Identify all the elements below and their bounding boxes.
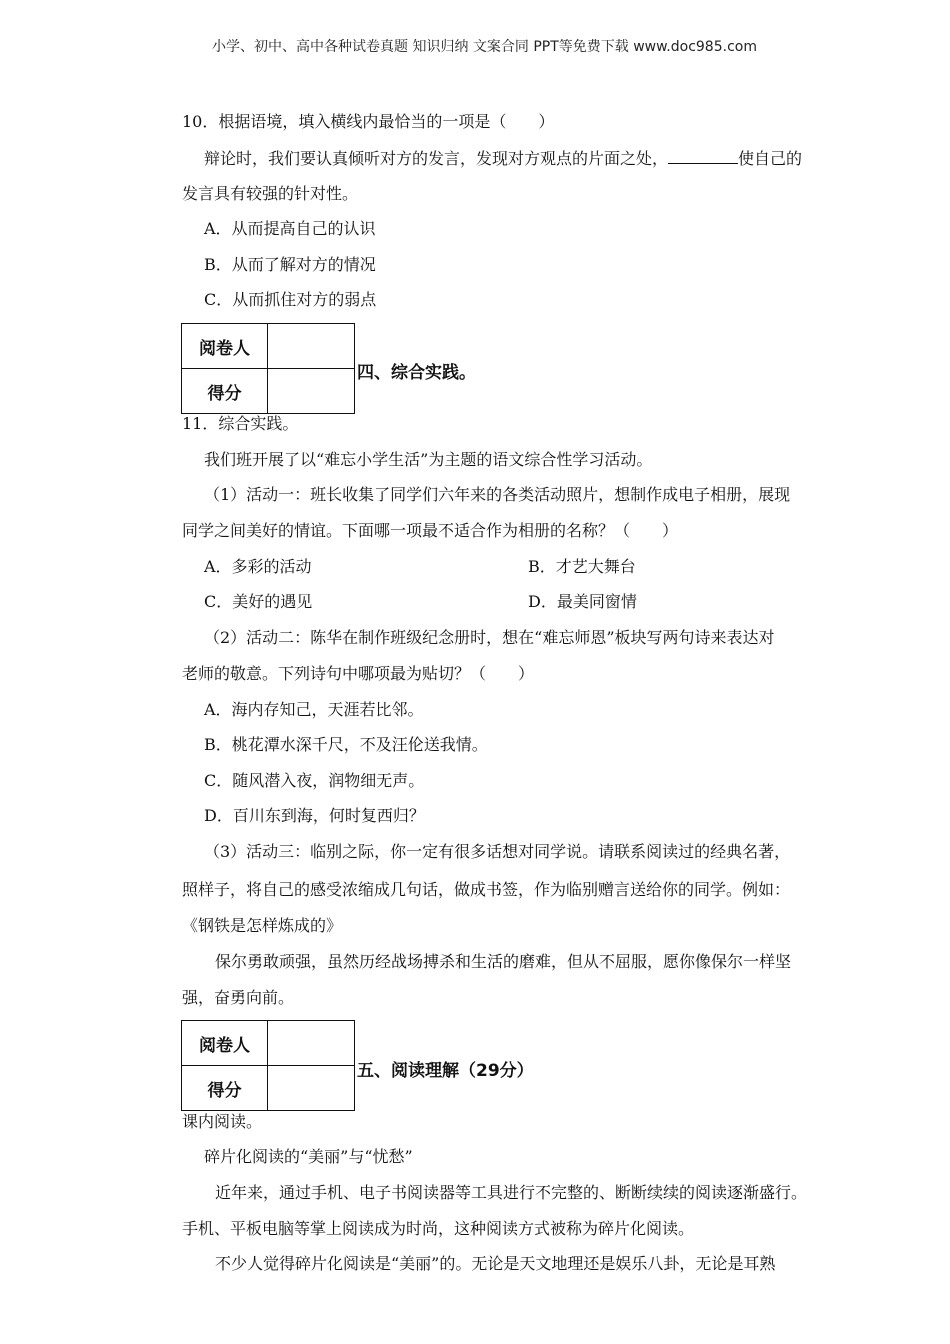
- q11-intro: 我们班开展了以“难忘小学生活”为主题的语文综合性学习活动。: [204, 450, 653, 469]
- q10-stem: 10．根据语境，填入横线内最恰当的一项是（ ）: [182, 112, 555, 131]
- q10-option-a: A．从而提高自己的认识: [204, 219, 376, 238]
- reviewer-cell: [268, 1021, 355, 1066]
- q11-sub1-option-d: D．最美同窗情: [528, 592, 637, 611]
- page-header: 小学、初中、高中各种试卷真题 知识归纳 文案合同 PPT等免费下载 www.doc985.com: [212, 39, 757, 55]
- q10-context-part2: 使自己的: [738, 149, 803, 168]
- reading-paragraph1-line2: 手机、平板电脑等掌上阅读成为时尚，这种阅读方式被称为碎片化阅读。: [182, 1219, 695, 1238]
- q10-option-c: C．从而抓住对方的弱点: [204, 290, 377, 309]
- q11-sub1-line2: 同学之间美好的情谊。下面哪一项最不适合作为相册的名称？（ ）: [182, 521, 679, 540]
- q11-sub1-line1: （1）活动一：班长收集了同学们六年来的各类活动照片，想制作成电子相册，展现: [204, 485, 791, 504]
- fill-blank: [668, 148, 738, 164]
- q11-sub3-line2: 照样子，将自己的感受浓缩成几句话，做成书签，作为临别赠言送给你的同学。例如：: [182, 880, 791, 899]
- q10-context-line1: [204, 148, 802, 169]
- q11-sub3-line1: （3）活动三：临别之际，你一定有很多话想对同学说。请联系阅读过的经典名著，: [204, 842, 791, 861]
- reviewer-label: 阅卷人: [182, 1021, 268, 1066]
- section4-title: 四、综合实践。: [357, 363, 476, 383]
- q11-sub2-line1: （2）活动二：陈华在制作班级纪念册时，想在“难忘师恩”板块写两句诗来表达对: [204, 628, 775, 647]
- reviewer-cell: [268, 324, 355, 369]
- section5-title: 五、阅读理解（29分）: [357, 1061, 534, 1081]
- q11-sub2-option-c: C．随风潜入夜，润物细无声。: [204, 771, 425, 790]
- example-text-line2: 强，奋勇向前。: [182, 988, 295, 1007]
- score-label: 得分: [182, 1066, 268, 1111]
- reading-title: 碎片化阅读的“美丽”与“忧愁”: [204, 1147, 413, 1166]
- reading-intro: 课内阅读。: [182, 1112, 263, 1131]
- q11-sub2-option-a: A．海内存知己，天涯若比邻。: [204, 700, 424, 719]
- score-cell: [268, 1066, 355, 1111]
- example-book-title: 《钢铁是怎样炼成的》: [182, 916, 343, 935]
- q11-sub2-option-d: D．百川东到海，何时复西归？: [204, 806, 425, 825]
- score-label: 得分: [182, 369, 268, 414]
- q10-context-part1: 辩论时，我们要认真倾听对方的发言，发现对方观点的片面之处，: [204, 149, 669, 168]
- q10-option-b: B．从而了解对方的情况: [204, 255, 376, 274]
- reviewer-label: 阅卷人: [182, 324, 268, 369]
- q11-sub1-option-b: B．才艺大舞台: [528, 557, 636, 576]
- reading-paragraph1-line1: 近年来，通过手机、电子书阅读器等工具进行不完整的、断断续续的阅读逐渐盛行。: [215, 1183, 808, 1202]
- q11-sub1-option-a: A．多彩的活动: [204, 557, 312, 576]
- example-text-line1: 保尔勇敢顽强，虽然历经战场搏杀和生活的磨难，但从不屈服，愿你像保尔一样坚: [215, 952, 792, 971]
- q10-context-line2: 发言具有较强的针对性。: [182, 184, 359, 203]
- q11-sub2-line2: 老师的敬意。下列诗句中哪项最为贴切？（ ）: [182, 664, 535, 683]
- score-box-section5: [181, 1020, 355, 1111]
- score-cell: [268, 369, 355, 414]
- score-box-section4: [181, 323, 355, 414]
- reading-paragraph2-line1: 不少人觉得碎片化阅读是“美丽”的。无论是天文地理还是娱乐八卦，无论是耳熟: [215, 1254, 776, 1273]
- q11-stem: 11．综合实践。: [182, 414, 299, 433]
- q11-sub2-option-b: B．桃花潭水深千尺，不及汪伦送我情。: [204, 735, 488, 754]
- q11-sub1-option-c: C．美好的遇见: [204, 592, 313, 611]
